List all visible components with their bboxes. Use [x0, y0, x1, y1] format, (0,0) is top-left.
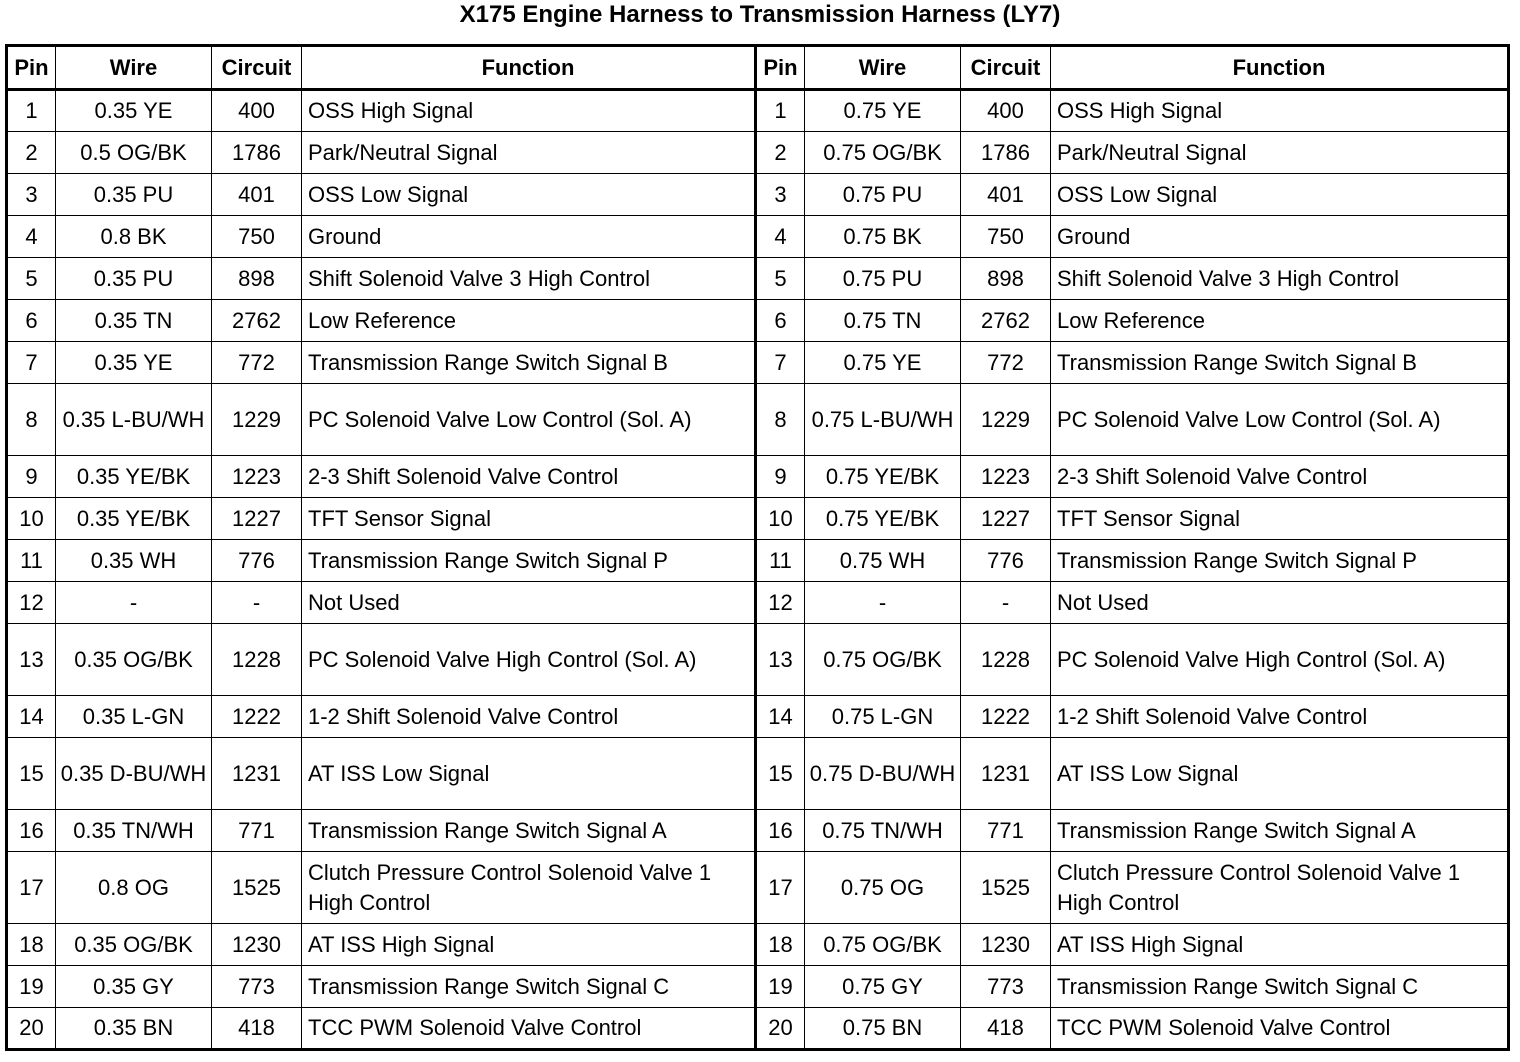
right-function-cell: Transmission Range Switch Signal C — [1051, 966, 1509, 1008]
table-row — [7, 696, 1509, 738]
right-circuit-cell: 2762 — [961, 300, 1051, 342]
table-row — [7, 738, 1509, 810]
right-pin-cell: 19 — [756, 966, 805, 1008]
right-function-cell: TFT Sensor Signal — [1051, 498, 1509, 540]
left-function-cell: Clutch Pressure Control Solenoid Valve 1 High Control — [302, 852, 756, 924]
left-pin-cell: 4 — [7, 216, 56, 258]
right-pin-cell: 11 — [756, 540, 805, 582]
table-row — [7, 582, 1509, 624]
left-wire-cell: 0.35 YE/BK — [56, 456, 212, 498]
right-circuit-cell: 401 — [961, 174, 1051, 216]
right-circuit-cell: 1231 — [961, 738, 1051, 810]
right-wire-cell: 0.75 OG/BK — [805, 132, 961, 174]
right-pin-cell: 4 — [756, 216, 805, 258]
right-function-cell: 2-3 Shift Solenoid Valve Control — [1051, 456, 1509, 498]
right-circuit-cell: 1230 — [961, 924, 1051, 966]
right-pin-cell: 10 — [756, 498, 805, 540]
left-function-cell: Park/Neutral Signal — [302, 132, 756, 174]
right-pin-cell: 9 — [756, 456, 805, 498]
right-pin-cell: 6 — [756, 300, 805, 342]
right-wire-cell: 0.75 OG — [805, 852, 961, 924]
left-circuit-cell: 1229 — [212, 384, 302, 456]
left-pin-cell: 7 — [7, 342, 56, 384]
left-wire-cell: 0.8 OG — [56, 852, 212, 924]
right-wire-cell: 0.75 PU — [805, 174, 961, 216]
table-row — [7, 624, 1509, 696]
left-circuit-cell: 1227 — [212, 498, 302, 540]
right-pin-cell: 13 — [756, 624, 805, 696]
right-pin-cell: 12 — [756, 582, 805, 624]
right-function-cell: Not Used — [1051, 582, 1509, 624]
left-circuit-cell: 898 — [212, 258, 302, 300]
left-circuit-cell: 400 — [212, 90, 302, 132]
left-circuit-cell: 418 — [212, 1008, 302, 1050]
right-pin-cell: 2 — [756, 132, 805, 174]
left-function-cell: TFT Sensor Signal — [302, 498, 756, 540]
left-wire-cell: 0.35 TN/WH — [56, 810, 212, 852]
left-wire-cell: - — [56, 582, 212, 624]
left-circuit-cell: 1786 — [212, 132, 302, 174]
right-pin-cell: 7 — [756, 342, 805, 384]
right-function-cell: Transmission Range Switch Signal A — [1051, 810, 1509, 852]
right-wire-cell: 0.75 BN — [805, 1008, 961, 1050]
right-wire-cell: 0.75 OG/BK — [805, 924, 961, 966]
harness-table — [5, 44, 1510, 1051]
left-pin-cell: 19 — [7, 966, 56, 1008]
table-row — [7, 216, 1509, 258]
left-function-cell: Transmission Range Switch Signal B — [302, 342, 756, 384]
left-wire-cell: 0.35 TN — [56, 300, 212, 342]
right-function-cell: Transmission Range Switch Signal B — [1051, 342, 1509, 384]
table-row — [7, 456, 1509, 498]
left-function-cell: Transmission Range Switch Signal P — [302, 540, 756, 582]
right-pin-cell: 14 — [756, 696, 805, 738]
table-row — [7, 258, 1509, 300]
right-circuit-cell: 771 — [961, 810, 1051, 852]
left-function-cell: 1-2 Shift Solenoid Valve Control — [302, 696, 756, 738]
left-function-cell: Shift Solenoid Valve 3 High Control — [302, 258, 756, 300]
left-circuit-cell: 401 — [212, 174, 302, 216]
right-circuit-cell: 773 — [961, 966, 1051, 1008]
right-wire-cell: 0.75 YE/BK — [805, 456, 961, 498]
header-pin: Pin — [756, 46, 805, 90]
left-circuit-cell: 750 — [212, 216, 302, 258]
left-pin-cell: 5 — [7, 258, 56, 300]
left-function-cell: Transmission Range Switch Signal A — [302, 810, 756, 852]
right-wire-cell: 0.75 TN/WH — [805, 810, 961, 852]
header-wire: Wire — [56, 46, 212, 90]
right-function-cell: OSS High Signal — [1051, 90, 1509, 132]
left-wire-cell: 0.35 PU — [56, 258, 212, 300]
header-circuit: Circuit — [212, 46, 302, 90]
right-circuit-cell: 776 — [961, 540, 1051, 582]
table-body — [7, 90, 1509, 1050]
table-row — [7, 810, 1509, 852]
left-pin-cell: 12 — [7, 582, 56, 624]
left-function-cell: Transmission Range Switch Signal C — [302, 966, 756, 1008]
right-pin-cell: 16 — [756, 810, 805, 852]
right-function-cell: PC Solenoid Valve Low Control (Sol. A) — [1051, 384, 1509, 456]
right-circuit-cell: 1525 — [961, 852, 1051, 924]
right-function-cell: Park/Neutral Signal — [1051, 132, 1509, 174]
right-function-cell: 1-2 Shift Solenoid Valve Control — [1051, 696, 1509, 738]
left-wire-cell: 0.35 L-GN — [56, 696, 212, 738]
left-pin-cell: 3 — [7, 174, 56, 216]
left-circuit-cell: 1230 — [212, 924, 302, 966]
left-circuit-cell: 2762 — [212, 300, 302, 342]
left-function-cell: OSS High Signal — [302, 90, 756, 132]
left-pin-cell: 13 — [7, 624, 56, 696]
left-function-cell: Not Used — [302, 582, 756, 624]
left-function-cell: 2-3 Shift Solenoid Valve Control — [302, 456, 756, 498]
right-function-cell: Clutch Pressure Control Solenoid Valve 1 High Control — [1051, 852, 1509, 924]
right-wire-cell: 0.75 L-BU/WH — [805, 384, 961, 456]
header-circuit: Circuit — [961, 46, 1051, 90]
right-wire-cell: 0.75 BK — [805, 216, 961, 258]
header-row — [7, 46, 1509, 90]
right-wire-cell: - — [805, 582, 961, 624]
left-wire-cell: 0.35 D-BU/WH — [56, 738, 212, 810]
right-pin-cell: 8 — [756, 384, 805, 456]
right-circuit-cell: 418 — [961, 1008, 1051, 1050]
table-row — [7, 1008, 1509, 1050]
left-pin-cell: 1 — [7, 90, 56, 132]
right-function-cell: OSS Low Signal — [1051, 174, 1509, 216]
right-function-cell: AT ISS Low Signal — [1051, 738, 1509, 810]
left-wire-cell: 0.35 WH — [56, 540, 212, 582]
right-function-cell: TCC PWM Solenoid Valve Control — [1051, 1008, 1509, 1050]
left-circuit-cell: 1525 — [212, 852, 302, 924]
left-circuit-cell: 772 — [212, 342, 302, 384]
right-circuit-cell: 1229 — [961, 384, 1051, 456]
right-circuit-cell: - — [961, 582, 1051, 624]
page-title: X175 Engine Harness to Transmission Harness (LY7) — [459, 1, 1061, 28]
right-pin-cell: 15 — [756, 738, 805, 810]
right-wire-cell: 0.75 TN — [805, 300, 961, 342]
left-wire-cell: 0.35 YE/BK — [56, 498, 212, 540]
right-wire-cell: 0.75 PU — [805, 258, 961, 300]
left-circuit-cell: - — [212, 582, 302, 624]
right-circuit-cell: 750 — [961, 216, 1051, 258]
table-row — [7, 498, 1509, 540]
left-wire-cell: 0.35 YE — [56, 90, 212, 132]
right-pin-cell: 1 — [756, 90, 805, 132]
left-pin-cell: 15 — [7, 738, 56, 810]
left-pin-cell: 16 — [7, 810, 56, 852]
right-pin-cell: 18 — [756, 924, 805, 966]
left-function-cell: TCC PWM Solenoid Valve Control — [302, 1008, 756, 1050]
header-pin: Pin — [7, 46, 56, 90]
left-wire-cell: 0.35 GY — [56, 966, 212, 1008]
table-row — [7, 924, 1509, 966]
right-wire-cell: 0.75 D-BU/WH — [805, 738, 961, 810]
table-row — [7, 540, 1509, 582]
right-function-cell: Ground — [1051, 216, 1509, 258]
left-circuit-cell: 1223 — [212, 456, 302, 498]
left-circuit-cell: 776 — [212, 540, 302, 582]
right-wire-cell: 0.75 YE — [805, 90, 961, 132]
left-wire-cell: 0.35 PU — [56, 174, 212, 216]
table-row — [7, 966, 1509, 1008]
left-pin-cell: 11 — [7, 540, 56, 582]
table-row — [7, 384, 1509, 456]
right-function-cell: PC Solenoid Valve High Control (Sol. A) — [1051, 624, 1509, 696]
header-wire: Wire — [805, 46, 961, 90]
right-wire-cell: 0.75 YE — [805, 342, 961, 384]
right-wire-cell: 0.75 WH — [805, 540, 961, 582]
right-circuit-cell: 1222 — [961, 696, 1051, 738]
table-row — [7, 90, 1509, 132]
left-function-cell: PC Solenoid Valve High Control (Sol. A) — [302, 624, 756, 696]
right-wire-cell: 0.75 GY — [805, 966, 961, 1008]
table-row — [7, 174, 1509, 216]
left-circuit-cell: 1231 — [212, 738, 302, 810]
left-pin-cell: 18 — [7, 924, 56, 966]
left-wire-cell: 0.8 BK — [56, 216, 212, 258]
left-wire-cell: 0.35 YE — [56, 342, 212, 384]
left-wire-cell: 0.35 BN — [56, 1008, 212, 1050]
left-pin-cell: 14 — [7, 696, 56, 738]
right-circuit-cell: 1223 — [961, 456, 1051, 498]
right-function-cell: Low Reference — [1051, 300, 1509, 342]
right-wire-cell: 0.75 L-GN — [805, 696, 961, 738]
left-pin-cell: 8 — [7, 384, 56, 456]
left-wire-cell: 0.35 L-BU/WH — [56, 384, 212, 456]
left-circuit-cell: 773 — [212, 966, 302, 1008]
left-wire-cell: 0.35 OG/BK — [56, 624, 212, 696]
left-function-cell: Ground — [302, 216, 756, 258]
right-circuit-cell: 400 — [961, 90, 1051, 132]
table-row — [7, 852, 1509, 924]
left-circuit-cell: 1222 — [212, 696, 302, 738]
right-function-cell: Transmission Range Switch Signal P — [1051, 540, 1509, 582]
right-wire-cell: 0.75 YE/BK — [805, 498, 961, 540]
right-circuit-cell: 898 — [961, 258, 1051, 300]
left-pin-cell: 10 — [7, 498, 56, 540]
right-circuit-cell: 772 — [961, 342, 1051, 384]
header-function: Function — [1051, 46, 1509, 90]
left-function-cell: PC Solenoid Valve Low Control (Sol. A) — [302, 384, 756, 456]
right-circuit-cell: 1228 — [961, 624, 1051, 696]
left-pin-cell: 2 — [7, 132, 56, 174]
left-circuit-cell: 771 — [212, 810, 302, 852]
table-row — [7, 132, 1509, 174]
right-wire-cell: 0.75 OG/BK — [805, 624, 961, 696]
right-circuit-cell: 1227 — [961, 498, 1051, 540]
table-row — [7, 342, 1509, 384]
right-pin-cell: 17 — [756, 852, 805, 924]
left-wire-cell: 0.35 OG/BK — [56, 924, 212, 966]
table-row — [7, 300, 1509, 342]
left-pin-cell: 20 — [7, 1008, 56, 1050]
right-function-cell: AT ISS High Signal — [1051, 924, 1509, 966]
right-pin-cell: 5 — [756, 258, 805, 300]
left-pin-cell: 17 — [7, 852, 56, 924]
right-circuit-cell: 1786 — [961, 132, 1051, 174]
left-function-cell: AT ISS Low Signal — [302, 738, 756, 810]
left-function-cell: Low Reference — [302, 300, 756, 342]
right-pin-cell: 3 — [756, 174, 805, 216]
left-function-cell: AT ISS High Signal — [302, 924, 756, 966]
right-function-cell: Shift Solenoid Valve 3 High Control — [1051, 258, 1509, 300]
left-circuit-cell: 1228 — [212, 624, 302, 696]
left-wire-cell: 0.5 OG/BK — [56, 132, 212, 174]
right-pin-cell: 20 — [756, 1008, 805, 1050]
header-function: Function — [302, 46, 756, 90]
left-pin-cell: 9 — [7, 456, 56, 498]
left-function-cell: OSS Low Signal — [302, 174, 756, 216]
left-pin-cell: 6 — [7, 300, 56, 342]
